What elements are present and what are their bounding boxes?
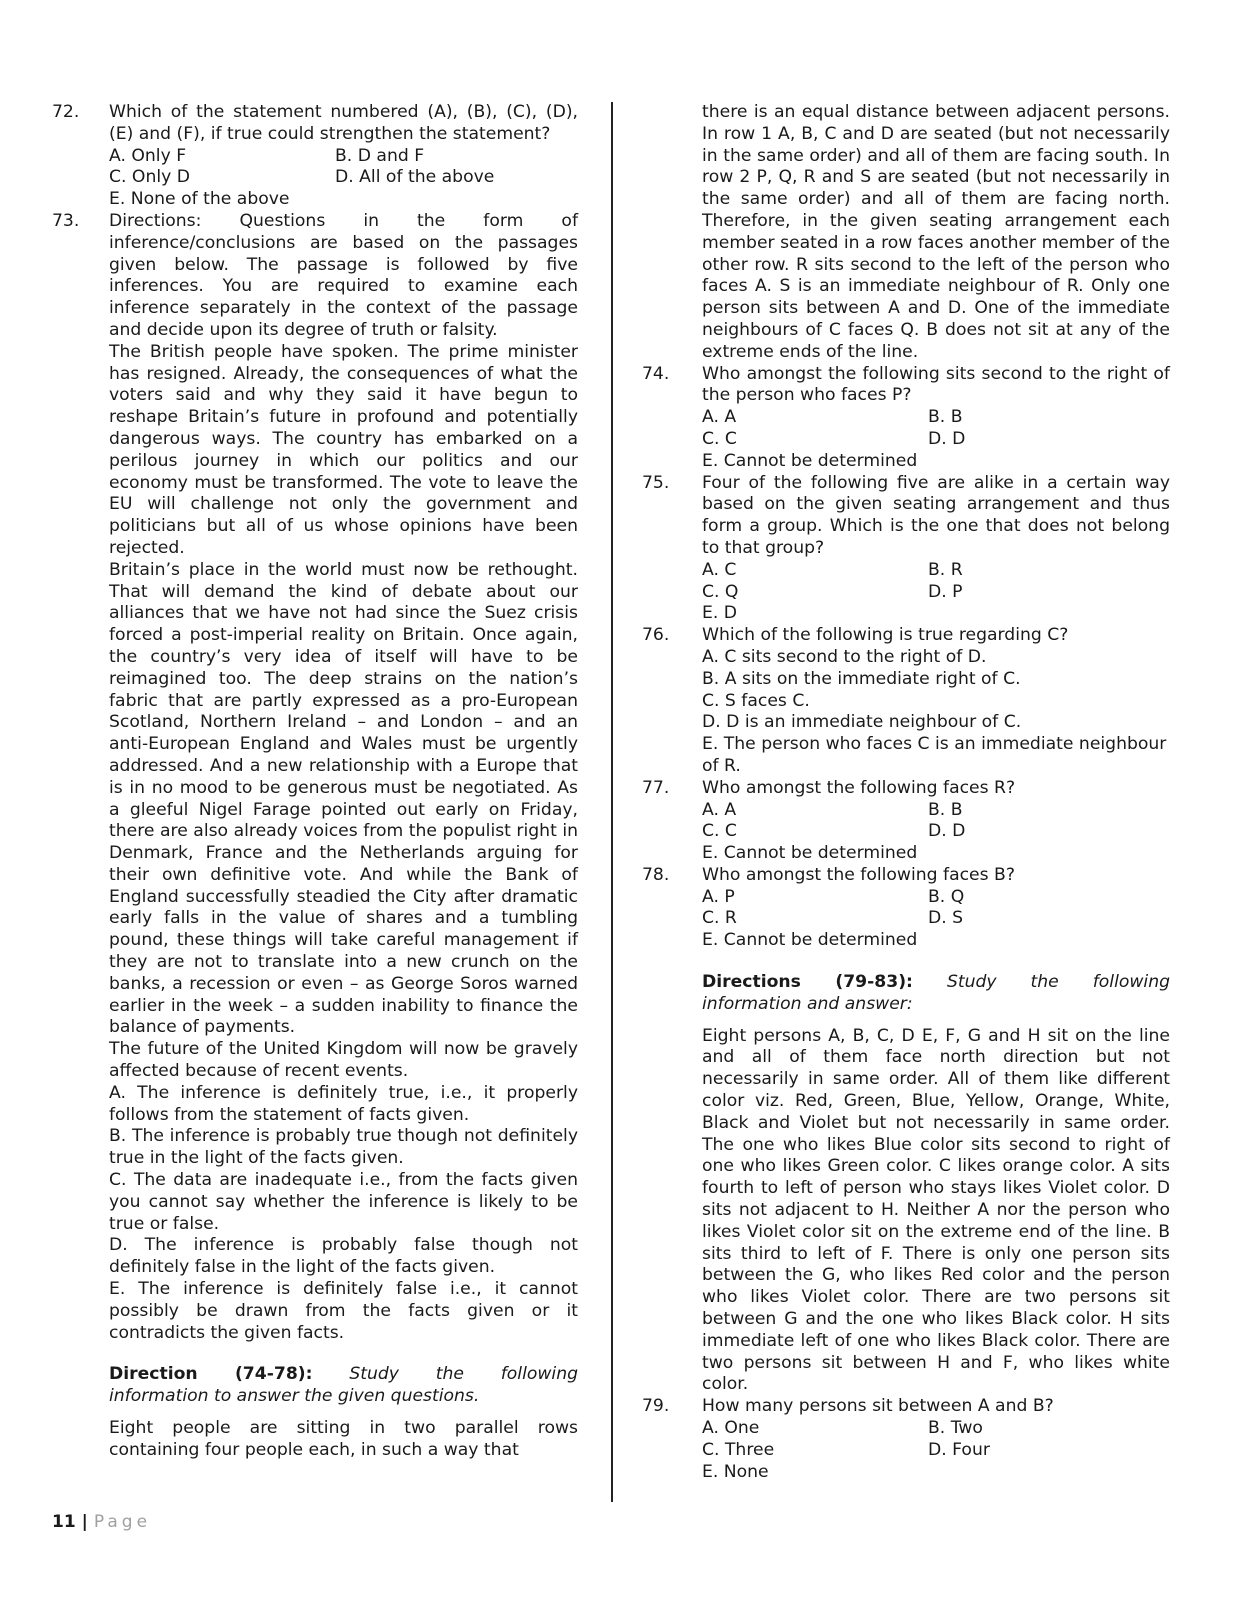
page-label: Page — [93, 1512, 152, 1532]
option: A. P — [702, 886, 735, 907]
question-text: How many persons sit between A and B? — [702, 1396, 1054, 1417]
option: C. C — [702, 428, 737, 449]
option-e: E. Cannot be determined — [702, 450, 918, 471]
question-text: Four of the following five are alike in a certain way based on the given seating arrangement and thus form a group. Which is the one that does not belong to that group? — [702, 472, 1170, 558]
option: D. S — [928, 908, 964, 929]
option: C. R — [702, 908, 737, 929]
question-72 — [52, 102, 578, 211]
choice: E. The person who faces C is an immediate neighbour of R. — [702, 734, 1167, 776]
choice: A. The inference is definitely true, i.e., it properly follows from the statement of facts given. — [109, 1082, 578, 1125]
direction-subheading: information and answer: — [702, 993, 913, 1014]
option: A. A — [702, 407, 737, 428]
question-number: 79. — [642, 1396, 670, 1417]
options-grid — [702, 1418, 1170, 1462]
direction-heading — [109, 1364, 578, 1386]
option: B. Two — [928, 1418, 983, 1439]
question-77 — [642, 778, 1170, 865]
option: C. C — [702, 821, 737, 842]
question-78 — [642, 865, 1170, 952]
option-e: E. Cannot be determined — [702, 930, 918, 951]
options-grid — [702, 887, 1170, 931]
question-75 — [642, 473, 1170, 626]
option: B. R — [928, 559, 963, 580]
question-76 — [642, 625, 1170, 778]
passage-paragraph: Britain’s place in the world must now be rethought. That will demand the kind of debate about our alliances that we have not had since the Suez crisis forced a post-imperial reality on Britain. Once again, the country’s very idea of itself will have to be reimagined too. The deep strains on the nation’s fabric that are partly expressed as a pro-European Scotland, Northern Ireland – and London – and an anti-European England and Wales must be urgently addressed. And a new relationship with a Europe that is in no mood to be generous must be negotiated. As a gleeful Nigel Farage pointed out early on Friday, there are also already voices from the populist right in Denmark, France and the Netherlands arguing for their own definitive vote. And while the Bank of England successfully steadied the City after dramatic early falls in the value of shares and a tumbling pound, these things will take careful management if they are not to translate into a new crunch on the banks, a recession or even – as George Soros warned earlier in the week – a sudden inability to finance the balance of payments. — [109, 559, 578, 1038]
question-number: 75. — [642, 472, 670, 493]
choice: A. C sits second to the right of D. — [702, 646, 987, 667]
direction-heading-italic: Study the following — [946, 972, 1171, 993]
direction-paragraph: Eight people are sitting in two parallel rows containing four people each, in such a way that — [109, 1418, 578, 1460]
choice: D. The inference is probably false though not definitely false in the light of the facts given. — [109, 1235, 578, 1278]
option: D. D — [928, 428, 966, 449]
footer-separator: | — [81, 1512, 88, 1532]
directions-text: Directions: Questions in the form of inference/conclusions are based on the passages given below. The passage is followed by five inferences. You are required to examine each inference separately in the context of the passage and decide upon its degree of truth or falsity. — [109, 210, 578, 340]
choice: D. D is an immediate neighbour of C. — [702, 712, 1022, 733]
option: C. Q — [702, 581, 739, 602]
direction-heading — [702, 972, 1170, 994]
option: A. One — [702, 1418, 760, 1439]
option: A. A — [702, 799, 737, 820]
option-e: E. D — [702, 603, 738, 624]
option: B. B — [928, 407, 963, 428]
option: D. All of the above — [335, 167, 495, 188]
direction-subheading: information to answer the given questions. — [109, 1386, 480, 1407]
option: D. P — [928, 581, 963, 602]
direction-heading-italic: Study the following — [349, 1364, 579, 1385]
option: B. D and F — [335, 145, 425, 166]
page-footer — [52, 1512, 151, 1532]
option-e: E. None of the above — [109, 189, 290, 210]
direction-heading-bold: Directions (79-83): — [702, 972, 913, 993]
option: A. C — [702, 559, 737, 580]
choice: C. S faces C. — [702, 690, 810, 711]
choice: C. The data are inadequate i.e., from the facts given you cannot say whether the inference is likely to be true or false. — [109, 1170, 578, 1234]
question-73 — [52, 211, 578, 1344]
question-text: Which of the statement numbered (A), (B), (C), (D), (E) and (F), if true could strengthen the statement? — [109, 102, 578, 144]
question-number: 73. — [52, 210, 80, 231]
column-divider — [611, 102, 613, 1502]
option: D. D — [928, 821, 966, 842]
direction-paragraph: Eight persons A, B, C, D E, F, G and H sit on the line and all of them face north direction but not necessarily in same order. All of them like different color viz. Red, Green, Blue, Yellow, Orange, White, Black and Violet but not necessarily in same order. The one who likes Blue color sits second to right of one who likes Green color. C likes orange color. A sits fourth to left of person who stays likes Violet color. D sits not adjacent to H. Neither A nor the person who likes Violet color sit on the extreme end of the line. B sits third to left of F. There is only one person sits between the G, who likes Red color and the person who likes Violet color. There are two persons sit between G and the one who likes Black color. H sits immediate left of one who likes Black color. There are two persons sit between H and F, who likes white color. — [702, 1025, 1170, 1395]
direction-heading-bold: Direction (74-78): — [109, 1364, 313, 1385]
question-text: Who amongst the following faces B? — [702, 864, 1015, 885]
question-number: 78. — [642, 864, 670, 885]
option: C. Only D — [109, 167, 190, 188]
question-number: 76. — [642, 625, 670, 646]
question-79 — [642, 1396, 1170, 1483]
question-number: 77. — [642, 777, 670, 798]
direction-79-83 — [702, 972, 1170, 1396]
option: B. Q — [928, 886, 965, 907]
choice: B. The inference is probably true though not definitely true in the light of the facts given. — [109, 1126, 578, 1169]
options-grid — [702, 800, 1170, 844]
passage-paragraph: The British people have spoken. The prime minister has resigned. Already, the consequences of what the voters said and why they said it have begun to reshape Britain’s future in profound and potentially dangerous ways. The country has embarked on a perilous journey in which our politics and our economy must be transformed. The vote to leave the EU will challenge not only the government and politicians but all of us whose opinions have been rejected. — [109, 341, 578, 558]
options-grid — [702, 560, 1170, 604]
option: A. Only F — [109, 145, 187, 166]
options-grid — [109, 146, 578, 190]
question-text: Who amongst the following faces R? — [702, 777, 1016, 798]
question-number: 74. — [642, 363, 670, 384]
question-text: Which of the following is true regarding C? — [702, 625, 1069, 646]
inference-statement: The future of the United Kingdom will now be gravely affected because of recent events. — [109, 1039, 578, 1082]
direction-paragraph-continued: there is an equal distance between adjacent persons. In row 1 A, B, C and D are seated (but not necessarily in the same order) and all of them are facing south. In row 2 P, Q, R and S are seated (but not necessarily in the same order) and all of them are facing north. Therefore, in the given seating arrangement each member seated in a row faces another member of the other row. R sits second to the left of the person who faces A. S is an immediate neighbour of R. Only one person sits between A and D. One of the immediate neighbours of C faces Q. B does not sit at any of the extreme ends of the line. — [702, 102, 1170, 362]
choice: E. The inference is definitely false i.e., it cannot possibly be drawn from the facts given or it contradicts the given facts. — [109, 1279, 578, 1343]
option-e: E. None — [702, 1461, 769, 1482]
option: B. B — [928, 799, 963, 820]
option: C. Three — [702, 1439, 775, 1460]
option-e: E. Cannot be determined — [702, 843, 918, 864]
option: D. Four — [928, 1439, 990, 1460]
right-column — [642, 102, 1170, 1483]
choice: B. A sits on the immediate right of C. — [702, 668, 1021, 689]
page-number: 11 — [52, 1512, 76, 1532]
options-grid — [702, 407, 1170, 451]
left-column — [52, 102, 578, 1462]
question-text: Who amongst the following sits second to the right of the person who faces P? — [702, 363, 1170, 406]
question-74 — [642, 364, 1170, 473]
question-number: 72. — [52, 102, 80, 122]
direction-74-78 — [109, 1364, 578, 1461]
